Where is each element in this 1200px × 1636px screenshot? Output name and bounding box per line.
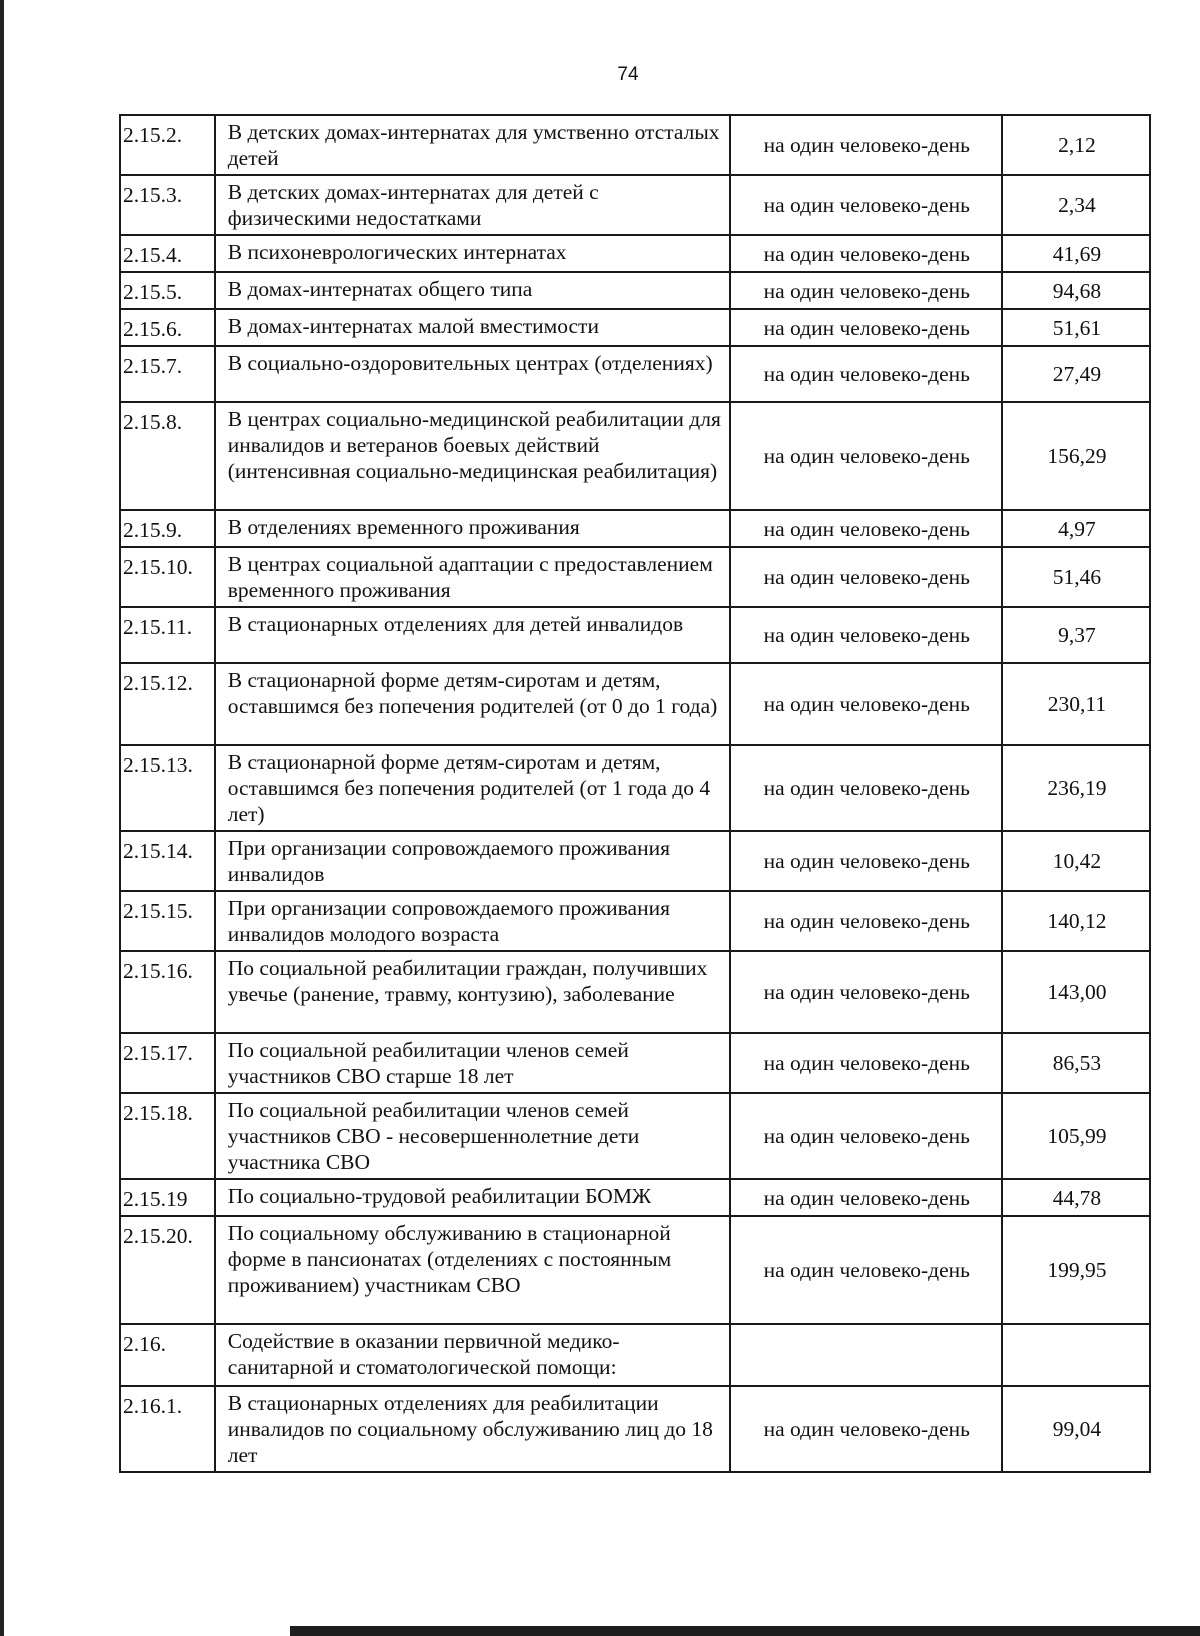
row-unit: на один человеко-день <box>730 272 1002 309</box>
row-value: 41,69 <box>1002 235 1150 272</box>
row-value: 2,34 <box>1002 175 1150 235</box>
table-row <box>120 115 1150 175</box>
row-unit <box>730 1324 1002 1386</box>
row-value: 10,42 <box>1002 831 1150 891</box>
table-row <box>120 1179 1150 1216</box>
row-service-name: В детских домах-интернатах для детей с физическими недостатками <box>215 175 730 235</box>
table-row <box>120 1033 1150 1093</box>
table-row <box>120 831 1150 891</box>
row-unit: на один человеко-день <box>730 1093 1002 1179</box>
row-value: 156,29 <box>1002 402 1150 510</box>
row-service-name: В отделениях временного проживания <box>215 510 730 547</box>
row-unit: на один человеко-день <box>730 175 1002 235</box>
row-number: 2.15.14. <box>120 831 215 891</box>
row-service-name: По социальному обслуживанию в стационарной форме в пансионатах (отделениях с постоянным проживанием) участникам СВО <box>215 1216 730 1324</box>
tariff-table-body <box>120 115 1150 1472</box>
row-service-name: В центрах социальной адаптации с предоставлением временного проживания <box>215 547 730 607</box>
scan-edge-bottom <box>290 1626 1200 1636</box>
table-row <box>120 510 1150 547</box>
table-row <box>120 1093 1150 1179</box>
row-service-name: По социальной реабилитации членов семей участников СВО старше 18 лет <box>215 1033 730 1093</box>
row-unit: на один человеко-день <box>730 309 1002 346</box>
row-number: 2.15.11. <box>120 607 215 663</box>
row-value: 9,37 <box>1002 607 1150 663</box>
row-value: 27,49 <box>1002 346 1150 402</box>
row-value: 2,12 <box>1002 115 1150 175</box>
row-unit: на один человеко-день <box>730 1216 1002 1324</box>
table-row <box>120 891 1150 951</box>
row-number: 2.15.9. <box>120 510 215 547</box>
row-value: 99,04 <box>1002 1386 1150 1472</box>
row-unit: на один человеко-день <box>730 891 1002 951</box>
row-service-name: По социально-трудовой реабилитации БОМЖ <box>215 1179 730 1216</box>
table-row <box>120 346 1150 402</box>
table-row <box>120 547 1150 607</box>
row-number: 2.15.8. <box>120 402 215 510</box>
row-service-name: По социальной реабилитации членов семей участников СВО - несовершеннолетние дети участника СВО <box>215 1093 730 1179</box>
table-row <box>120 745 1150 831</box>
row-number: 2.15.19 <box>120 1179 215 1216</box>
row-service-name: В социально-оздоровительных центрах (отделениях) <box>215 346 730 402</box>
row-number: 2.15.17. <box>120 1033 215 1093</box>
table-row <box>120 272 1150 309</box>
row-unit: на один человеко-день <box>730 547 1002 607</box>
row-service-name: В стационарной форме детям-сиротам и детям, оставшимся без попечения родителей (от 1 года до 4 лет) <box>215 745 730 831</box>
table-row <box>120 951 1150 1033</box>
row-unit: на один человеко-день <box>730 235 1002 272</box>
row-value: 51,46 <box>1002 547 1150 607</box>
row-number: 2.15.3. <box>120 175 215 235</box>
table-row <box>120 1324 1150 1386</box>
table-row <box>120 1216 1150 1324</box>
row-value: 143,00 <box>1002 951 1150 1033</box>
table-row <box>120 1386 1150 1472</box>
row-number: 2.15.15. <box>120 891 215 951</box>
row-unit: на один человеко-день <box>730 402 1002 510</box>
row-value: 230,11 <box>1002 663 1150 745</box>
row-value <box>1002 1324 1150 1386</box>
row-unit: на один человеко-день <box>730 607 1002 663</box>
row-number: 2.15.6. <box>120 309 215 346</box>
row-unit: на один человеко-день <box>730 115 1002 175</box>
table-row <box>120 663 1150 745</box>
row-number: 2.15.16. <box>120 951 215 1033</box>
row-value: 86,53 <box>1002 1033 1150 1093</box>
row-value: 4,97 <box>1002 510 1150 547</box>
row-service-name: По социальной реабилитации граждан, получивших увечье (ранение, травму, контузию), заболевание <box>215 951 730 1033</box>
row-value: 199,95 <box>1002 1216 1150 1324</box>
row-service-name: В стационарных отделениях для детей инвалидов <box>215 607 730 663</box>
row-service-name: В домах-интернатах малой вместимости <box>215 309 730 346</box>
row-service-name: В центрах социально-медицинской реабилитации для инвалидов и ветеранов боевых действий (интенсивная социально-медицинская реабилитация) <box>215 402 730 510</box>
row-service-name: В детских домах-интернатах для умственно отсталых детей <box>215 115 730 175</box>
row-unit: на один человеко-день <box>730 663 1002 745</box>
row-unit: на один человеко-день <box>730 951 1002 1033</box>
row-unit: на один человеко-день <box>730 745 1002 831</box>
row-service-name: Содействие в оказании первичной медико-санитарной и стоматологической помощи: <box>215 1324 730 1386</box>
row-service-name: В домах-интернатах общего типа <box>215 272 730 309</box>
row-number: 2.15.10. <box>120 547 215 607</box>
scan-edge-left <box>0 0 4 1636</box>
tariff-table <box>119 114 1151 1473</box>
row-number: 2.15.12. <box>120 663 215 745</box>
row-service-name: В стационарных отделениях для реабилитации инвалидов по социальному обслуживанию лиц до 18 лет <box>215 1386 730 1472</box>
row-value: 105,99 <box>1002 1093 1150 1179</box>
row-number: 2.15.20. <box>120 1216 215 1324</box>
row-value: 94,68 <box>1002 272 1150 309</box>
row-number: 2.15.4. <box>120 235 215 272</box>
row-number: 2.16. <box>120 1324 215 1386</box>
row-unit: на один человеко-день <box>730 510 1002 547</box>
row-number: 2.16.1. <box>120 1386 215 1472</box>
row-service-name: При организации сопровождаемого проживания инвалидов <box>215 831 730 891</box>
page-number: 74 <box>617 64 639 85</box>
row-number: 2.15.18. <box>120 1093 215 1179</box>
table-row <box>120 309 1150 346</box>
row-number: 2.15.7. <box>120 346 215 402</box>
row-value: 51,61 <box>1002 309 1150 346</box>
table-row <box>120 607 1150 663</box>
row-service-name: В стационарной форме детям-сиротам и детям, оставшимся без попечения родителей (от 0 до 1 года) <box>215 663 730 745</box>
row-unit: на один человеко-день <box>730 346 1002 402</box>
row-value: 44,78 <box>1002 1179 1150 1216</box>
row-unit: на один человеко-день <box>730 1179 1002 1216</box>
row-value: 236,19 <box>1002 745 1150 831</box>
row-service-name: При организации сопровождаемого проживания инвалидов молодого возраста <box>215 891 730 951</box>
row-value: 140,12 <box>1002 891 1150 951</box>
table-row <box>120 175 1150 235</box>
row-number: 2.15.2. <box>120 115 215 175</box>
row-number: 2.15.5. <box>120 272 215 309</box>
table-row <box>120 402 1150 510</box>
row-service-name: В психоневрологических интернатах <box>215 235 730 272</box>
row-unit: на один человеко-день <box>730 1386 1002 1472</box>
row-unit: на один человеко-день <box>730 1033 1002 1093</box>
table-row <box>120 235 1150 272</box>
row-number: 2.15.13. <box>120 745 215 831</box>
row-unit: на один человеко-день <box>730 831 1002 891</box>
